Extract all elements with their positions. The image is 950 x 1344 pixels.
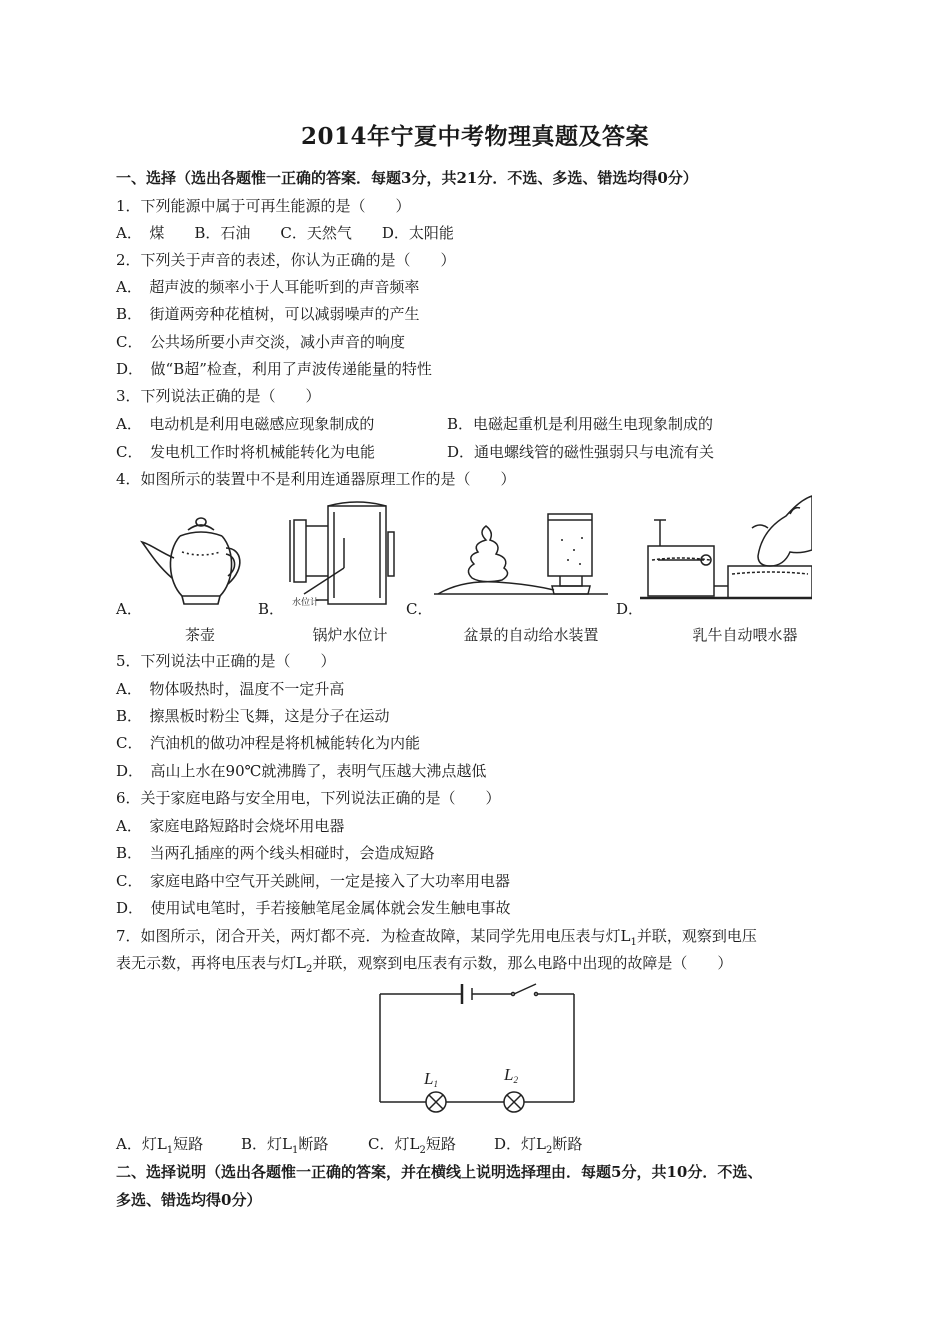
q4-label-b: B． bbox=[258, 600, 285, 618]
q7-stem-line1: 7．如图所示，闭合开关，两灯都不亮．为检查故障，某同学先用电压表与灯$L_1$并联，观察到电压 bbox=[116, 927, 757, 948]
q4-label-d: D． bbox=[616, 600, 644, 618]
q6-option-b: B． 当两孔插座的两个线头相碰时，会造成短路 bbox=[116, 844, 435, 862]
q6-option-d: D． 使用试电笔时，手若接触笔尾金属体就会发生触电事故 bbox=[116, 899, 511, 917]
teapot-figure bbox=[138, 512, 250, 610]
q7-option-c: C．灯$L_2$短路 bbox=[368, 1135, 456, 1156]
circuit-diagram bbox=[372, 978, 582, 1120]
q1-stem: 1．下列能源中属于可再生能源的是（ ） bbox=[116, 197, 411, 215]
q7-option-d: D．灯$L_2$断路 bbox=[494, 1135, 583, 1156]
q4-caption-b: 锅炉水位计 bbox=[312, 626, 388, 644]
q3-option-b: B．电磁起重机是利用磁生电现象制成的 bbox=[447, 415, 714, 433]
q5-option-c: C． 汽油机的做功冲程是将机械能转化为内能 bbox=[116, 734, 420, 752]
q3-stem: 3．下列说法正确的是（ ） bbox=[116, 387, 321, 405]
q7-stem-line2: 表无示数，再将电压表与灯$L_2$并联，观察到电压表有示数，那么电路中出现的故障是（ ） bbox=[116, 954, 733, 975]
q5-stem: 5．下列说法中正确的是（ ） bbox=[116, 652, 336, 670]
q4-label-c: C． bbox=[406, 600, 433, 618]
q4-caption-d: 乳牛自动喂水器 bbox=[692, 626, 798, 644]
q2-option-a: A． 超声波的频率小于人耳能听到的声音频率 bbox=[116, 278, 420, 296]
section2-heading-line2: 多选、错选均得0分） bbox=[116, 1191, 262, 1209]
q7-option-a: A．灯$L_1$短路 bbox=[116, 1135, 204, 1156]
q5-option-d: D． 高山上水在90℃就沸腾了，表明气压越大沸点越低 bbox=[116, 762, 487, 780]
q3-option-c: C． 发电机工作时将机械能转化为电能 bbox=[116, 443, 375, 461]
boiler-figure bbox=[284, 498, 400, 610]
q2-stem: 2．下列关于声音的表述，你认为正确的是（ ） bbox=[116, 251, 456, 269]
lamp2-label: L2 bbox=[504, 1065, 518, 1085]
q6-stem: 6．关于家庭电路与安全用电，下列说法正确的是（ ） bbox=[116, 789, 501, 807]
q4-stem: 4．如图所示的装置中不是利用连通器原理工作的是（ ） bbox=[116, 470, 516, 488]
q6-option-a: A． 家庭电路短路时会烧坏用电器 bbox=[116, 817, 345, 835]
q3-option-d: D．通电螺线管的磁性强弱只与电流有关 bbox=[447, 443, 715, 461]
q2-option-c: C． 公共场所要小声交淡，减小声音的响度 bbox=[116, 333, 405, 351]
q2-option-d: D． 做“B超”检查，利用了声波传递能量的特性 bbox=[116, 360, 432, 378]
q2-option-b: B． 街道两旁种花植树，可以减弱噪声的产生 bbox=[116, 305, 420, 323]
q1-options: A． 煤 B．石油 C．天然气 D．太阳能 bbox=[116, 224, 454, 242]
page-title: 2014年宁夏中考物理真题及答案 bbox=[300, 123, 649, 150]
q4-label-a: A． bbox=[116, 600, 142, 618]
q6-option-c: C． 家庭电路中空气开关跳闸，一定是接入了大功率用电器 bbox=[116, 872, 510, 890]
bonsai-water-figure bbox=[432, 510, 608, 610]
q5-option-a: A． 物体吸热时，温度不一定升高 bbox=[116, 680, 345, 698]
q3-option-a: A． 电动机是利用电磁感应现象制成的 bbox=[116, 415, 375, 433]
section2-heading-line1: 二、选择说明（选出各题惟一正确的答案，并在横线上说明选择理由．每题5分，共10分．不选、 bbox=[116, 1163, 763, 1181]
lamp1-label: L1 bbox=[424, 1069, 438, 1089]
water-gauge-label: 水位计 bbox=[292, 598, 320, 608]
q7-option-b: B．灯$L_1$断路 bbox=[241, 1135, 329, 1156]
q4-caption-c: 盆景的自动给水装置 bbox=[463, 626, 599, 644]
q5-option-b: B． 擦黑板时粉尘飞舞，这是分子在运动 bbox=[116, 707, 390, 725]
cow-water-feeder-figure bbox=[640, 494, 812, 606]
section1-heading: 一、选择（选出各题惟一正确的答案．每题3分，共21分．不选、多选、错选均得0分） bbox=[116, 169, 698, 187]
q4-caption-a: 茶壶 bbox=[184, 626, 215, 644]
